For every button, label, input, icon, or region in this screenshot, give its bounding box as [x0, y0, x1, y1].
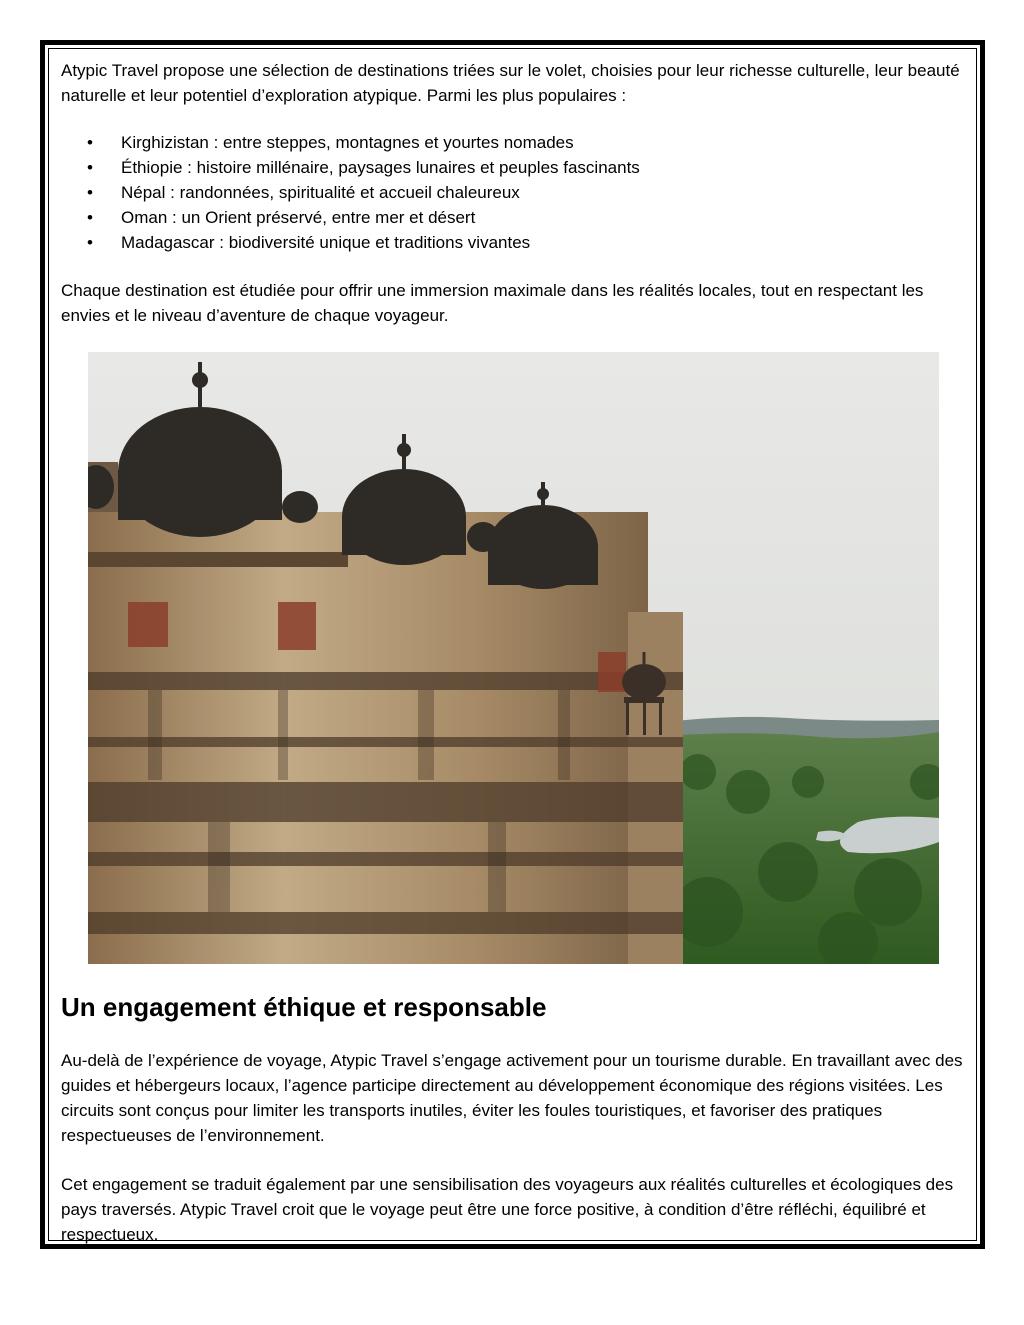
list-item: [61, 180, 961, 205]
engagement-paragraph: Au-delà de l’expérience de voyage, Atypic Travel s’engage activement pour un tourisme durable. En travaillant avec des guides et hébergeurs locaux, l’agence participe directement au développement économique des régions visitées. Les circuits sont conçus pour limiter les transports inutiles, éviter les foules touristiques, et favoriser des pratiques respectueuses de l’environnement.: [61, 1051, 963, 1145]
destination-text: Oman : un Orient préservé, entre mer et désert: [121, 208, 476, 227]
engagement-paragraph: Cet engagement se traduit également par une sensibilisation des voyageurs aux réalités culturelles et écologiques des pays traversés. Atypic Travel croit que le voyage peut être une force positive, à condition d’être réfléchi, équilibré et respectueux.: [61, 1175, 954, 1244]
bullet-icon: •: [87, 158, 93, 177]
intro-paragraph: Atypic Travel propose une sélection de destinations triées sur le volet, choisies pour leur richesse culturelle, leur beauté naturelle et leur potentiel d’exploration atypique. Parmi les plus populaires :: [61, 61, 960, 105]
bullet-icon: •: [87, 183, 93, 202]
destination-list: [61, 130, 961, 255]
list-item: [61, 205, 961, 230]
bullet-icon: •: [87, 233, 93, 252]
destination-text: Madagascar : biodiversité unique et traditions vivantes: [121, 233, 531, 252]
destination-text: Kirghizistan : entre steppes, montagnes et yourtes nomades: [121, 133, 574, 152]
bullet-icon: •: [87, 208, 93, 227]
list-item: [61, 230, 961, 255]
list-item: [61, 130, 961, 155]
bullet-icon: •: [87, 133, 93, 152]
palace-photo: [88, 352, 939, 964]
destination-text: Éthiopie : histoire millénaire, paysages lunaires et peuples fascinants: [121, 158, 640, 177]
intro-section: [61, 58, 961, 328]
section-heading: Un engagement éthique et responsable: [61, 992, 547, 1022]
outro-paragraph: Chaque destination est étudiée pour offrir une immersion maximale dans les réalités locales, tout en respectant les envies et le niveau d’aventure de chaque voyageur.: [61, 281, 924, 325]
palace-illustration: [88, 352, 939, 964]
destination-text: Népal : randonnées, spiritualité et accueil chaleureux: [121, 183, 520, 202]
list-item: [61, 155, 961, 180]
engagement-section: [61, 1048, 966, 1247]
